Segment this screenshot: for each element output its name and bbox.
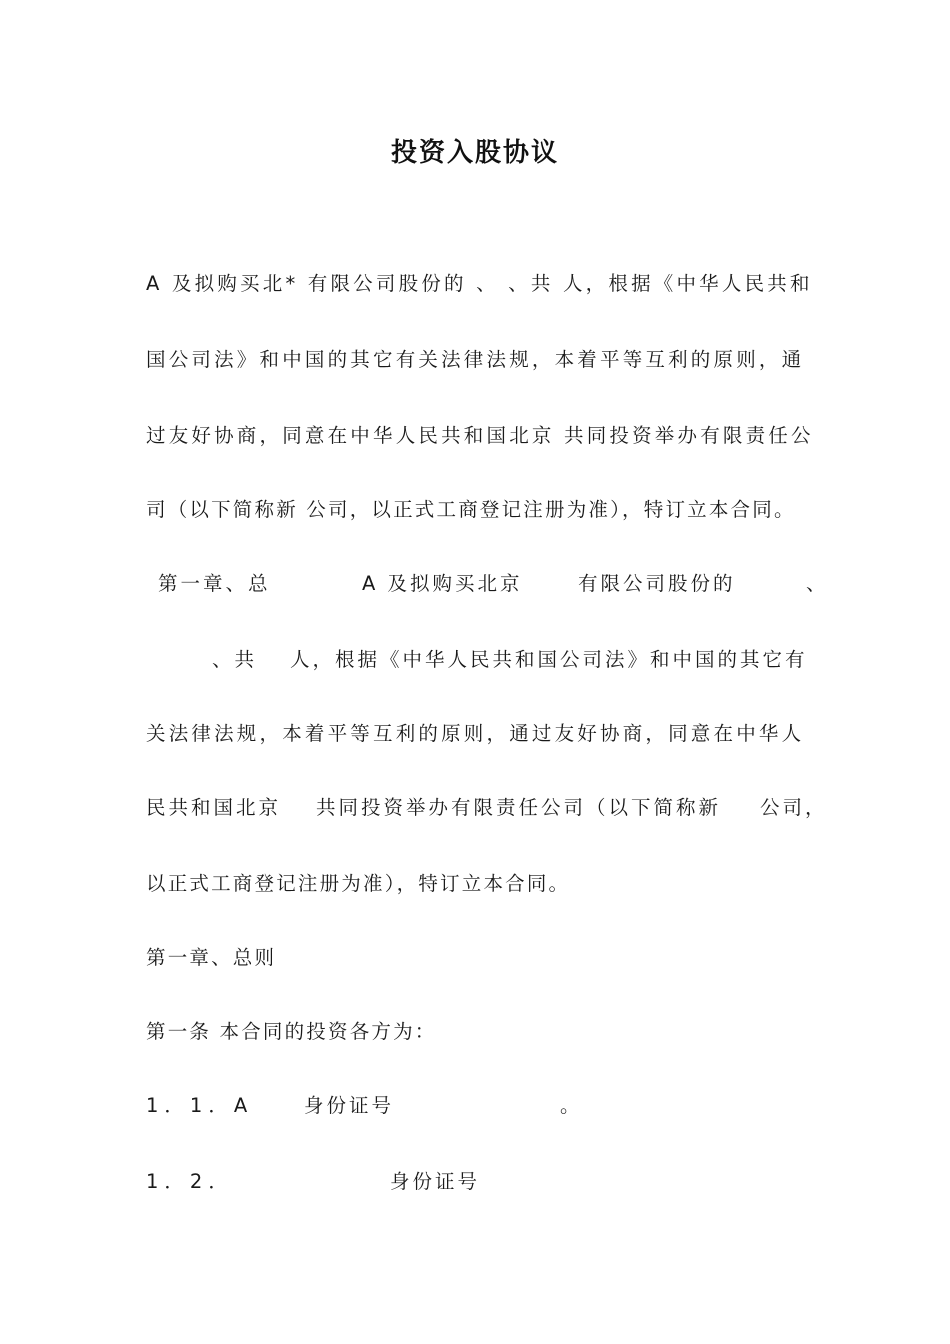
item-1-1-number: 1．1．A [146,1094,254,1117]
repeat-line-4-part-2: 共同投资举办有限责任公司（以下简称新 [316,796,722,819]
item-1-2-label: 身份证号 [390,1170,481,1193]
article-1: 第一条 本合同的投资各方为： [146,1020,437,1043]
repeat-paragraph-line-5: 以正式工商登记注册为准），特订立本合同。 [146,872,571,895]
item-1-2-number: 1．2． [146,1170,234,1193]
preamble-line-4: 司（以下简称新 公司，以正式工商登记注册为准），特订立本合同。 [146,498,796,521]
preamble-line-1: A 及拟购买北* 有限公司股份的 、 、共 人，根据《中华人民共和 [146,272,813,295]
preamble-line-2: 国公司法》和中国的其它有关法律法规，本着平等互利的原则，通 [146,348,805,371]
repeat-line-1-part-2: A 及拟购买北京 [362,572,523,595]
chapter-heading: 第一章、总则 [146,946,277,969]
repeat-line-2-part-1: 、共 [212,648,258,671]
repeat-line-1-part-3: 有限公司股份的 [578,572,736,595]
repeat-line-1-part-4: 、 [806,572,829,595]
repeat-line-4-part-3: 公司， [760,796,828,819]
item-1-1-label: 身份证号 [304,1094,395,1117]
repeat-line-1-part-1: 第一章、总 [158,572,271,595]
repeat-line-4-part-1: 民共和国北京 [146,796,282,819]
repeat-paragraph-line-3: 关法律法规，本着平等互利的原则，通过友好协商，同意在中华人 [146,722,805,745]
preamble-line-3: 过友好协商，同意在中华人民共和国北京 共同投资举办有限责任公 [146,424,814,447]
item-1-1-end: 。 [560,1094,583,1117]
repeat-line-2-part-2: 人，根据《中华人民共和国公司法》和中国的其它有 [290,648,808,671]
document-title: 投资入股协议 [390,138,559,168]
